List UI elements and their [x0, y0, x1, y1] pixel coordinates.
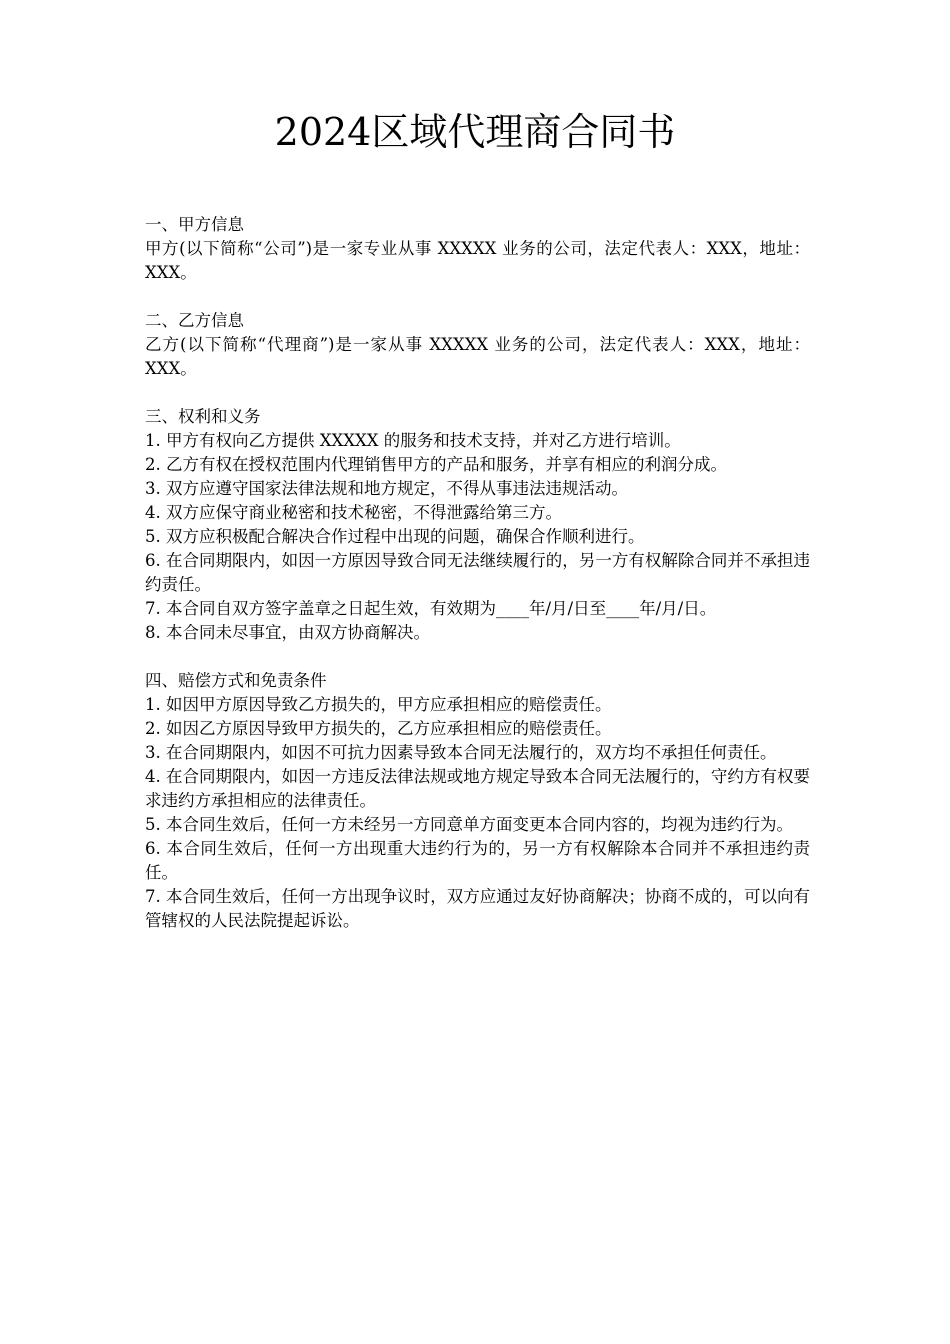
section-paragraph: 乙方(以下简称“代理商”)是一家从事 XXXXX 业务的公司，法定代表人：XXX，地址：XXX。 — [145, 335, 810, 378]
section-compensation — [145, 669, 810, 933]
clause-item: 8. 本合同未尽事宜，由双方协商解决。 — [145, 623, 430, 642]
section-paragraph: 甲方(以下简称“公司”)是一家专业从事 XXXXX 业务的公司，法定代表人：XXX，地址：XXX。 — [145, 239, 810, 282]
clause-item: 4. 在合同期限内，如因一方违反法律法规或地方规定导致本合同无法履行的，守约方有权要求违约方承担相应的法律责任。 — [145, 767, 810, 810]
document-body — [145, 213, 810, 957]
clause-item: 3. 双方应遵守国家法律法规和地方规定，不得从事违法违规活动。 — [145, 479, 628, 498]
clause-item: 5. 双方应积极配合解决合作过程中出现的问题，确保合作顺利进行。 — [145, 527, 645, 546]
clause-list — [145, 693, 810, 933]
section-rights-obligations — [145, 405, 810, 645]
section-heading: 一、甲方信息 — [145, 215, 244, 234]
clause-item: 5. 本合同生效后，任何一方未经另一方同意单方面变更本合同内容的，均视为违约行为。 — [145, 815, 793, 834]
clause-item: 7. 本合同自双方签字盖章之日起生效，有效期为____年/月/日至____年/月/日。 — [145, 599, 717, 618]
clause-item: 1. 如因甲方原因导致乙方损失的，甲方应承担相应的赔偿责任。 — [145, 695, 612, 714]
clause-item: 6. 本合同生效后，任何一方出现重大违约行为的，另一方有权解除本合同并不承担违约责任。 — [145, 839, 810, 882]
section-heading: 三、权利和义务 — [145, 407, 261, 426]
clause-item: 1. 甲方有权向乙方提供 XXXXX 的服务和技术支持，并对乙方进行培训。 — [145, 431, 681, 450]
document-title: 2024区域代理商合同书 — [274, 110, 676, 154]
clause-item: 7. 本合同生效后，任何一方出现争议时，双方应通过友好协商解决；协商不成的，可以向有管辖权的人民法院提起诉讼。 — [145, 887, 810, 930]
clause-item: 2. 乙方有权在授权范围内代理销售甲方的产品和服务，并享有相应的利润分成。 — [145, 455, 727, 474]
section-heading: 四、赔偿方式和免责条件 — [145, 671, 327, 690]
clause-item: 2. 如因乙方原因导致甲方损失的，乙方应承担相应的赔偿责任。 — [145, 719, 612, 738]
section-party-a — [145, 213, 810, 285]
section-party-b — [145, 309, 810, 381]
clause-list — [145, 429, 810, 645]
clause-item: 6. 在合同期限内，如因一方原因导致合同无法继续履行的，另一方有权解除合同并不承担违约责任。 — [145, 551, 810, 594]
section-heading: 二、乙方信息 — [145, 311, 244, 330]
clause-item: 4. 双方应保守商业秘密和技术秘密，不得泄露给第三方。 — [145, 503, 562, 522]
clause-item: 3. 在合同期限内，如因不可抗力因素导致本合同无法履行的，双方均不承担任何责任。 — [145, 743, 777, 762]
